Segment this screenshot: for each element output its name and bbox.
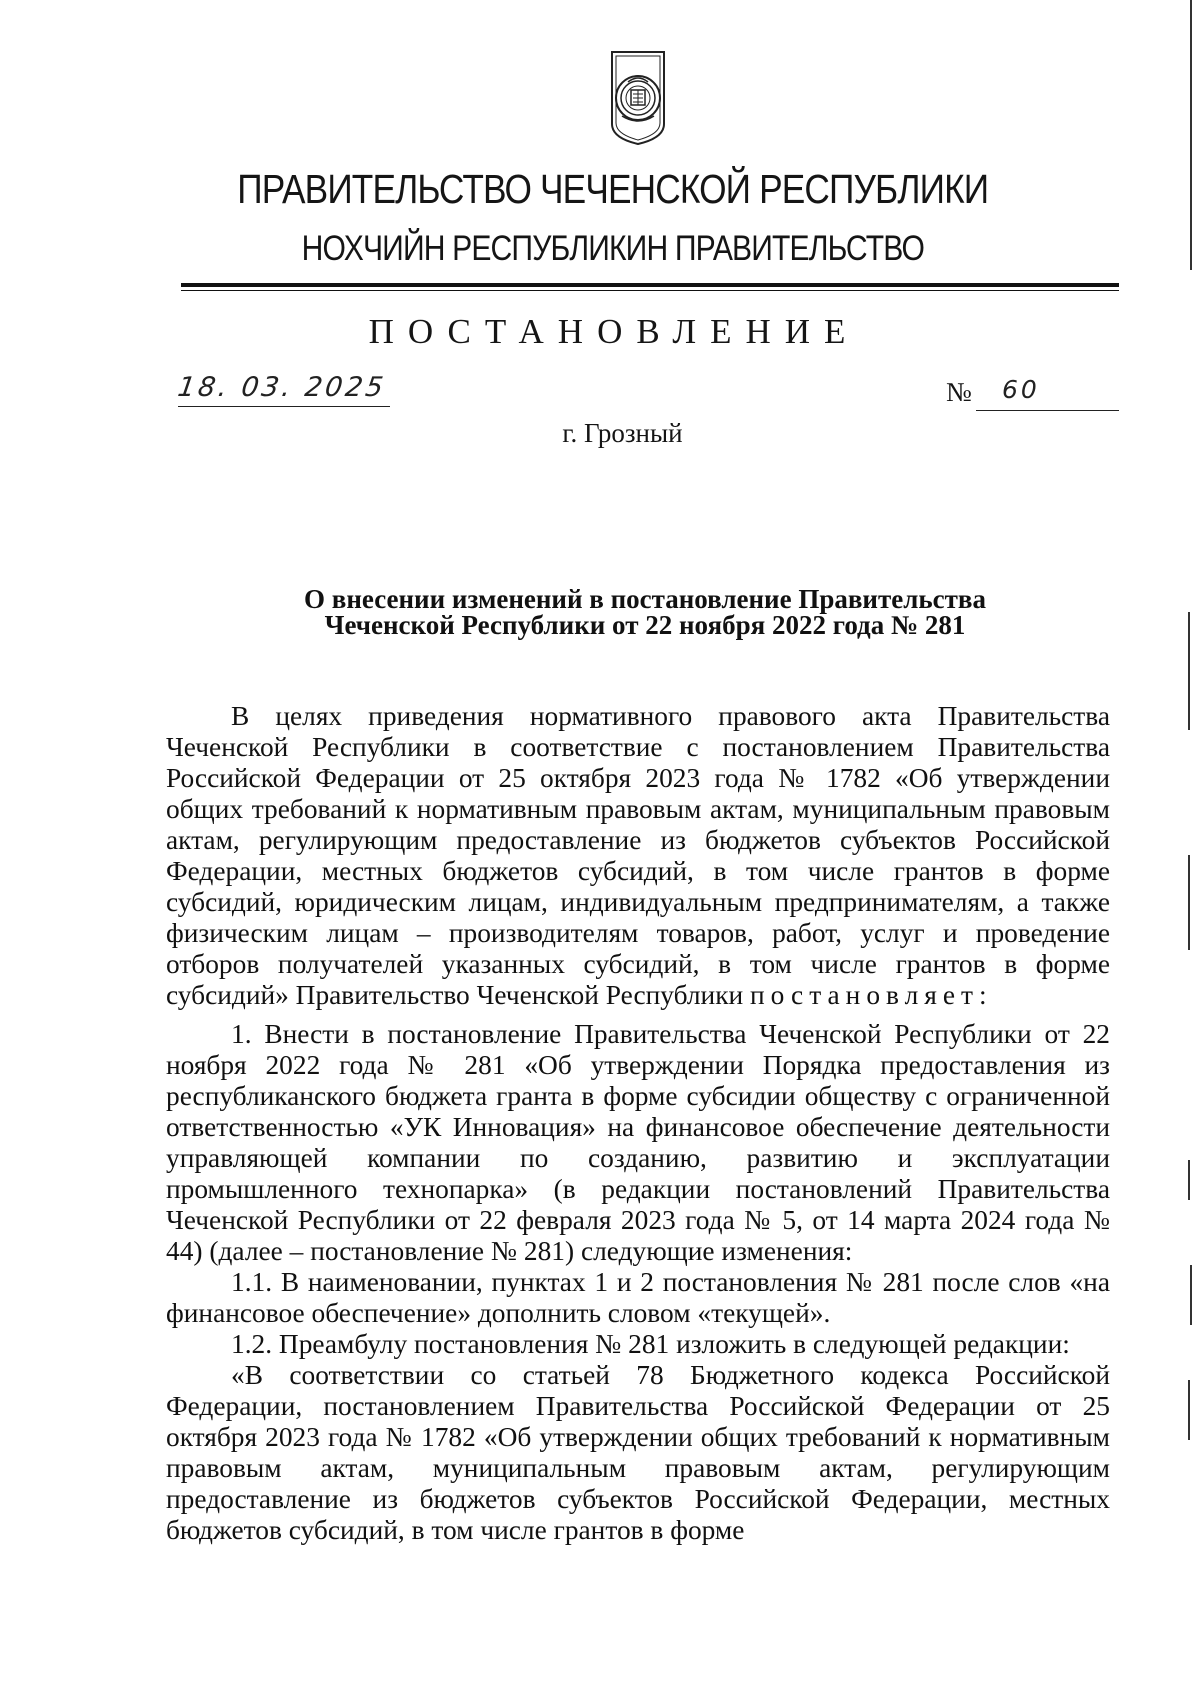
resolves-word: постановляет: <box>750 980 993 1010</box>
scan-edge-mark <box>1188 1380 1190 1440</box>
scan-edge-mark <box>1190 0 1192 270</box>
handwritten-date: 18. 03. 2025 <box>175 372 388 403</box>
clause-1-1-paragraph: 1.1. В наименовании, пунктах 1 и 2 постановления № 281 после слов «на финансовое обеспечение» дополнить словом «текущей». <box>166 1267 1110 1328</box>
preamble-paragraph <box>166 701 1110 1011</box>
document-body <box>166 701 1110 1546</box>
scan-edge-mark <box>1188 1160 1190 1200</box>
header-divider-thick <box>181 283 1119 287</box>
document-number <box>946 377 1126 417</box>
government-title-ru: ПРАВИТЕЛЬСТВО ЧЕЧЕНСКОЙ РЕСПУБЛИКИ <box>237 166 989 212</box>
scan-edge-mark <box>1188 612 1190 730</box>
handwritten-number: 60 <box>1002 375 1040 404</box>
document-kind: ПОСТАНОВЛЕНИЕ <box>368 312 860 351</box>
document-title-line-2: Чеченской Республики от 22 ноября 2022 года № 281 <box>324 610 966 640</box>
scan-edge-mark <box>1188 855 1190 950</box>
government-title-ce: НОХЧИЙН РЕСПУБЛИКИН ПРАВИТЕЛЬСТВО <box>301 229 925 268</box>
document-title-line-1: О внесении изменений в постановление Правительства <box>304 584 986 614</box>
number-underline <box>976 410 1119 411</box>
number-sign: № <box>946 377 972 407</box>
date-underline <box>178 406 390 407</box>
header-divider-thin <box>181 290 1119 291</box>
document-title <box>200 586 1090 638</box>
coat-of-arms-icon <box>608 46 668 148</box>
clause-1-paragraph: 1. Внести в постановление Правительства Чеченской Республики от 22 ноября 2022 года № 281 «Об утверждении Порядка предоставления из республиканского бюджета гранта в форме субсидии обществу с ограниченной ответственностью «УК Инновация» на финансовое обеспечение деятельности управляющей компании по созданию, развитию и эксплуатации промышленного технопарка» (в редакции постановлений Правительства Чеченской Республики от 22 февраля 2023 года № 5, от 14 марта 2024 года № 44) (далее – постановление № 281) следующие изменения: <box>166 1019 1110 1266</box>
scan-edge-mark <box>1190 1265 1192 1325</box>
document-date <box>175 372 396 412</box>
city-name: г. Грозный <box>562 418 683 448</box>
clause-1-2-paragraph: 1.2. Преамбулу постановления № 281 изложить в следующей редакции: <box>231 1329 1070 1359</box>
preamble-text: В целях приведения нормативного правового акта Правительства Чеченской Республики в соответствие с постановлением Правительства Российской Федерации от 25 октября 2023 года № 1782 «Об утверждении общих требований к нормативным правовым актам, муниципальным правовым актам, регулирующим предоставление из бюджетов субъектов Российской Федерации, местных бюджетов субсидий, в том числе грантов в форме субсидий, юридическим лицам, индивидуальным предпринимателям, а также физическим лицам – производителям товаров, работ, услуг и проведение отборов получателей указанных субсидий, в том числе грантов в форме субсидий» Правительство Чеченской Республики <box>166 701 1110 1010</box>
new-preamble-paragraph: «В соответствии со статьей 78 Бюджетного кодекса Российской Федерации, постановлением Правительства Российской Федерации от 25 октября 2023 года № 1782 «Об утверждении общих требований к нормативным правовым актам, муниципальным правовым актам, регулирующим предоставление из бюджетов субъектов Российской Федерации, местных бюджетов субсидий, в том числе грантов в форме <box>166 1360 1110 1545</box>
